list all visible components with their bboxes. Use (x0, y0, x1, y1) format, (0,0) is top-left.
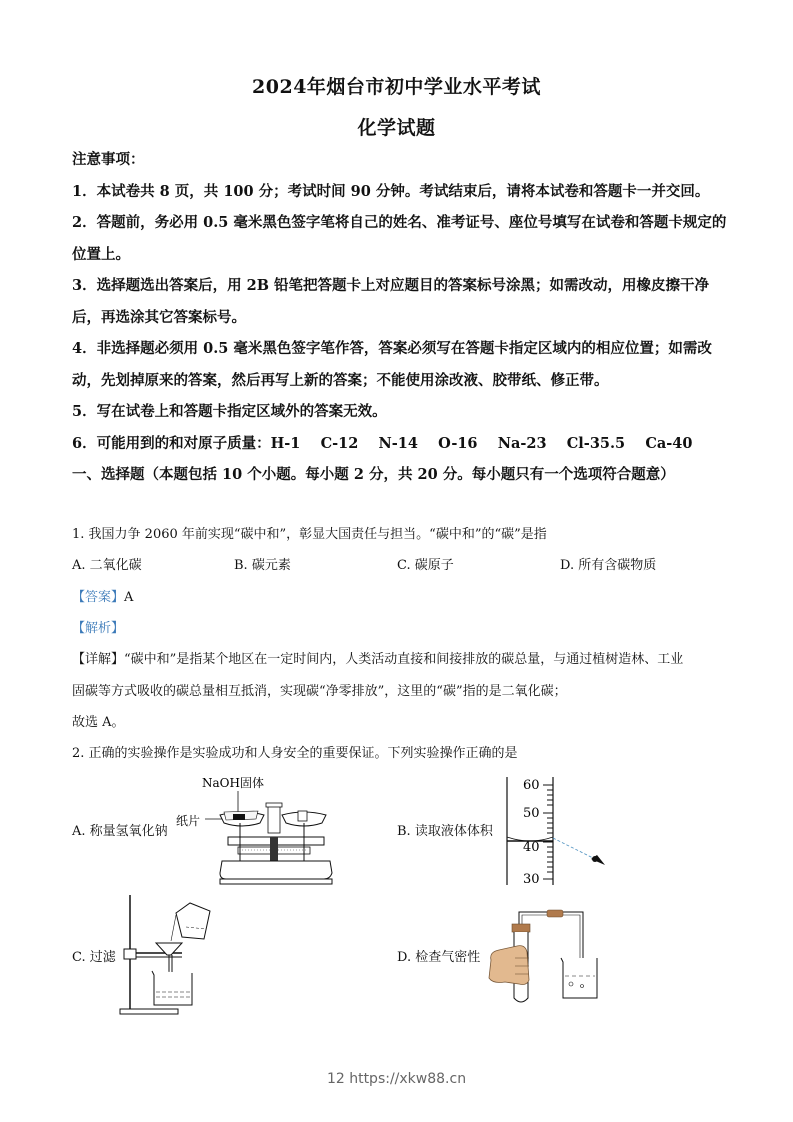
answer-tag: 【答案】 (72, 590, 125, 605)
hand-icon (489, 946, 529, 985)
paper-label: 纸片 (176, 814, 201, 828)
airtightness-check-figure (485, 900, 605, 1010)
q1-option-a: A. 二氧化碳 (72, 558, 142, 573)
analysis-tag: 【解析】 (72, 621, 125, 636)
rubber-tube (547, 910, 563, 917)
naoh-label: NaOH固体 (202, 776, 264, 790)
notice-item: 5．写在试卷上和答题卡指定区域外的答案无效。 (72, 403, 387, 420)
question-2-stem: 2. 正确的实验操作是实验成功和人身安全的重要保证。下列实验操作正确的是 (72, 746, 518, 761)
notice-section (72, 144, 732, 491)
q2-option-a: A. 称量氢氧化钠 (72, 824, 168, 839)
rubber-stopper (512, 924, 530, 932)
q1-detail-line-1 (72, 650, 683, 670)
notice-heading: 注意事项： (72, 151, 145, 168)
q1-option-c: C. 碳原子 (397, 558, 454, 573)
detail-text: “碳中和”是指某个地区在一定时间内，人类活动直接和间接排放的碳总量，与通过植树造林、工业 (124, 652, 684, 667)
q2-option-d: D. 检查气密性 (397, 950, 481, 965)
q1-detail-line-2: 固碳等方式吸收的碳总量相互抵消，实现碳“净零排放”，这里的“碳”指的是二氧化碳； (72, 684, 567, 699)
answer-value: A (124, 590, 134, 605)
graduated-cylinder-figure (505, 775, 615, 887)
tick-50: 50 (523, 806, 540, 821)
q1-option-b: B. 碳元素 (234, 558, 291, 573)
notice-item: 2．答题前，务必用 0.5 毫米黑色签字笔将自己的姓名、准考证号、座位号填写在试卷和答题卡规定的位置上。 (72, 214, 727, 263)
filtration-figure (118, 893, 228, 1015)
tick-30: 30 (523, 872, 540, 887)
tick-60: 60 (523, 778, 540, 793)
q1-conclusion: 故选 A。 (72, 715, 125, 730)
balance-scale-figure (176, 775, 340, 887)
notice-item: 6．可能用到的和对原子质量：H-1 C-12 N-14 O-16 Na-23 Cl-35.5 Ca-40 (72, 434, 693, 452)
detail-tag: 【详解】 (72, 652, 125, 667)
tick-40: 40 (523, 840, 540, 855)
question-1-stem: 1. 我国力争 2060 年前实现“碳中和”，彰显大国责任与担当。“碳中和”的“碳”是指 (72, 527, 547, 542)
notice-item: 3．选择题选出答案后，用 2B 铅笔把答题卡上对应题目的答案标号涂黑；如需改动，用橡皮擦干净后，再选涂其它答案标号。 (72, 277, 710, 326)
q1-option-d: D. 所有含碳物质 (560, 558, 657, 573)
notice-item: 1．本试卷共 8 页，共 100 分；考试时间 90 分钟。考试结束后，请将本试卷和答题卡一并交回。 (72, 182, 710, 200)
exam-subtitle: 化学试题 (357, 117, 436, 139)
page-footer: 12 https://xkw88.cn (326, 1071, 467, 1087)
section-heading: 一、选择题（本题包括 10 个小题。每小题 2 分，共 20 分。每小题只有一个选项符合题意） (72, 466, 675, 483)
notice-item: 4．非选择题必须用 0.5 毫米黑色签字笔作答，答案必须写在答题卡指定区域内的相应位置；如需改动，先划掉原来的答案，然后再写上新的答案；不能使用涂改液、胶带纸、修正带。 (72, 340, 712, 389)
exam-title: 2024年烟台市初中学业水平考试 (252, 76, 541, 98)
q2-option-b: B. 读取液体体积 (397, 824, 493, 839)
q2-option-c: C. 过滤 (72, 950, 116, 965)
q1-answer-line (72, 588, 133, 608)
